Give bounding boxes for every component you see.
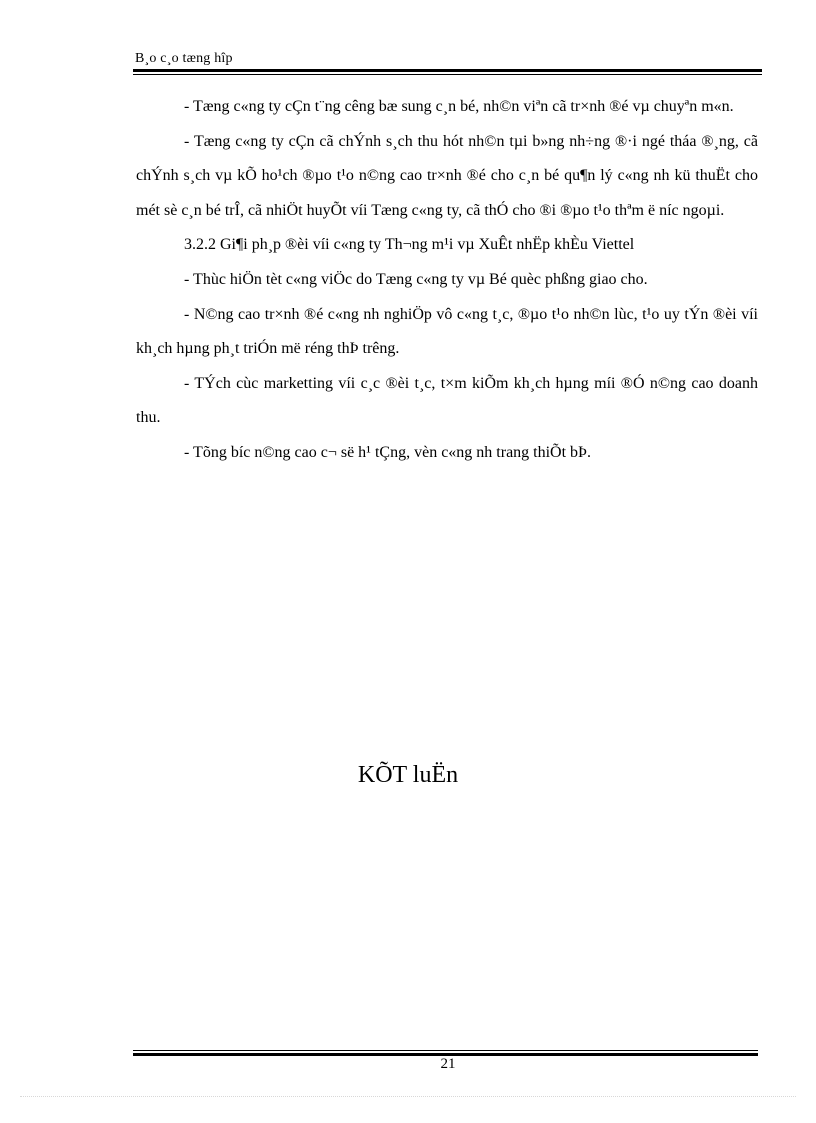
paragraph-6: - Tõng bíc n©ng cao c¬ së h¹ tÇng, vèn c«ng nh trang thiÕt bÞ.: [184, 443, 591, 461]
page-edge-divider: [20, 1096, 796, 1097]
paragraph-2: - Tæng c«ng ty cÇn cã chÝnh s¸ch thu hót nh©n tµi b»ng nh÷ng ®·i ngé tháa ®¸ng, cã chÝnh s¸ch vµ kÕ ho¹ch ®µo t¹o n©ng cao tr×nh ®é cho c¸n bé qu¶n lý c«ng nh kü thuËt cho mét sè c¸n bé trÎ, cã nhiÖt huyÕt víi Tæng c«ng ty, cã thÓ cho ®i ®µo t¹o thªm ë níc ngoµi.: [136, 132, 758, 219]
page-number: 21: [440, 1056, 456, 1072]
paragraph-1: - Tæng c«ng ty cÇn t¨ng cêng bæ sung c¸n bé, nh©n viªn cã tr×nh ®é vµ chuyªn m«n.: [184, 98, 734, 115]
body-text: [136, 90, 758, 471]
section-heading-3-2-2: 3.2.2 Gi¶i ph¸p ®èi víi c«ng ty Th¬ng m¹i vµ XuÊt nhËp khÈu Viettel: [184, 236, 635, 254]
running-header-title: B¸o c¸o tæng hîp: [135, 51, 233, 66]
paragraph-3: - Thùc hiÖn tèt c«ng viÖc do Tæng c«ng ty vµ Bé quèc phßng giao cho.: [184, 270, 648, 288]
paragraph-5: - TÝch cùc marketting víi c¸c ®èi t¸c, t×m kiÕm kh¸ch hµng míi ®Ó n©ng cao doanh thu.: [136, 374, 758, 427]
paragraph-4: - N©ng cao tr×nh ®é c«ng nh nghiÖp vô c«ng t¸c, ®µo t¹o nh©n lùc, t¹o uy tÝn ®èi víi kh¸ch hµng ph¸t triÓn më réng thÞ trêng.: [136, 305, 758, 358]
header-rule-thick: [133, 69, 762, 72]
conclusion-heading: KÕT luËn: [357, 762, 459, 788]
footer-rule-thin: [133, 1050, 758, 1051]
header-rule-thin: [133, 74, 762, 75]
